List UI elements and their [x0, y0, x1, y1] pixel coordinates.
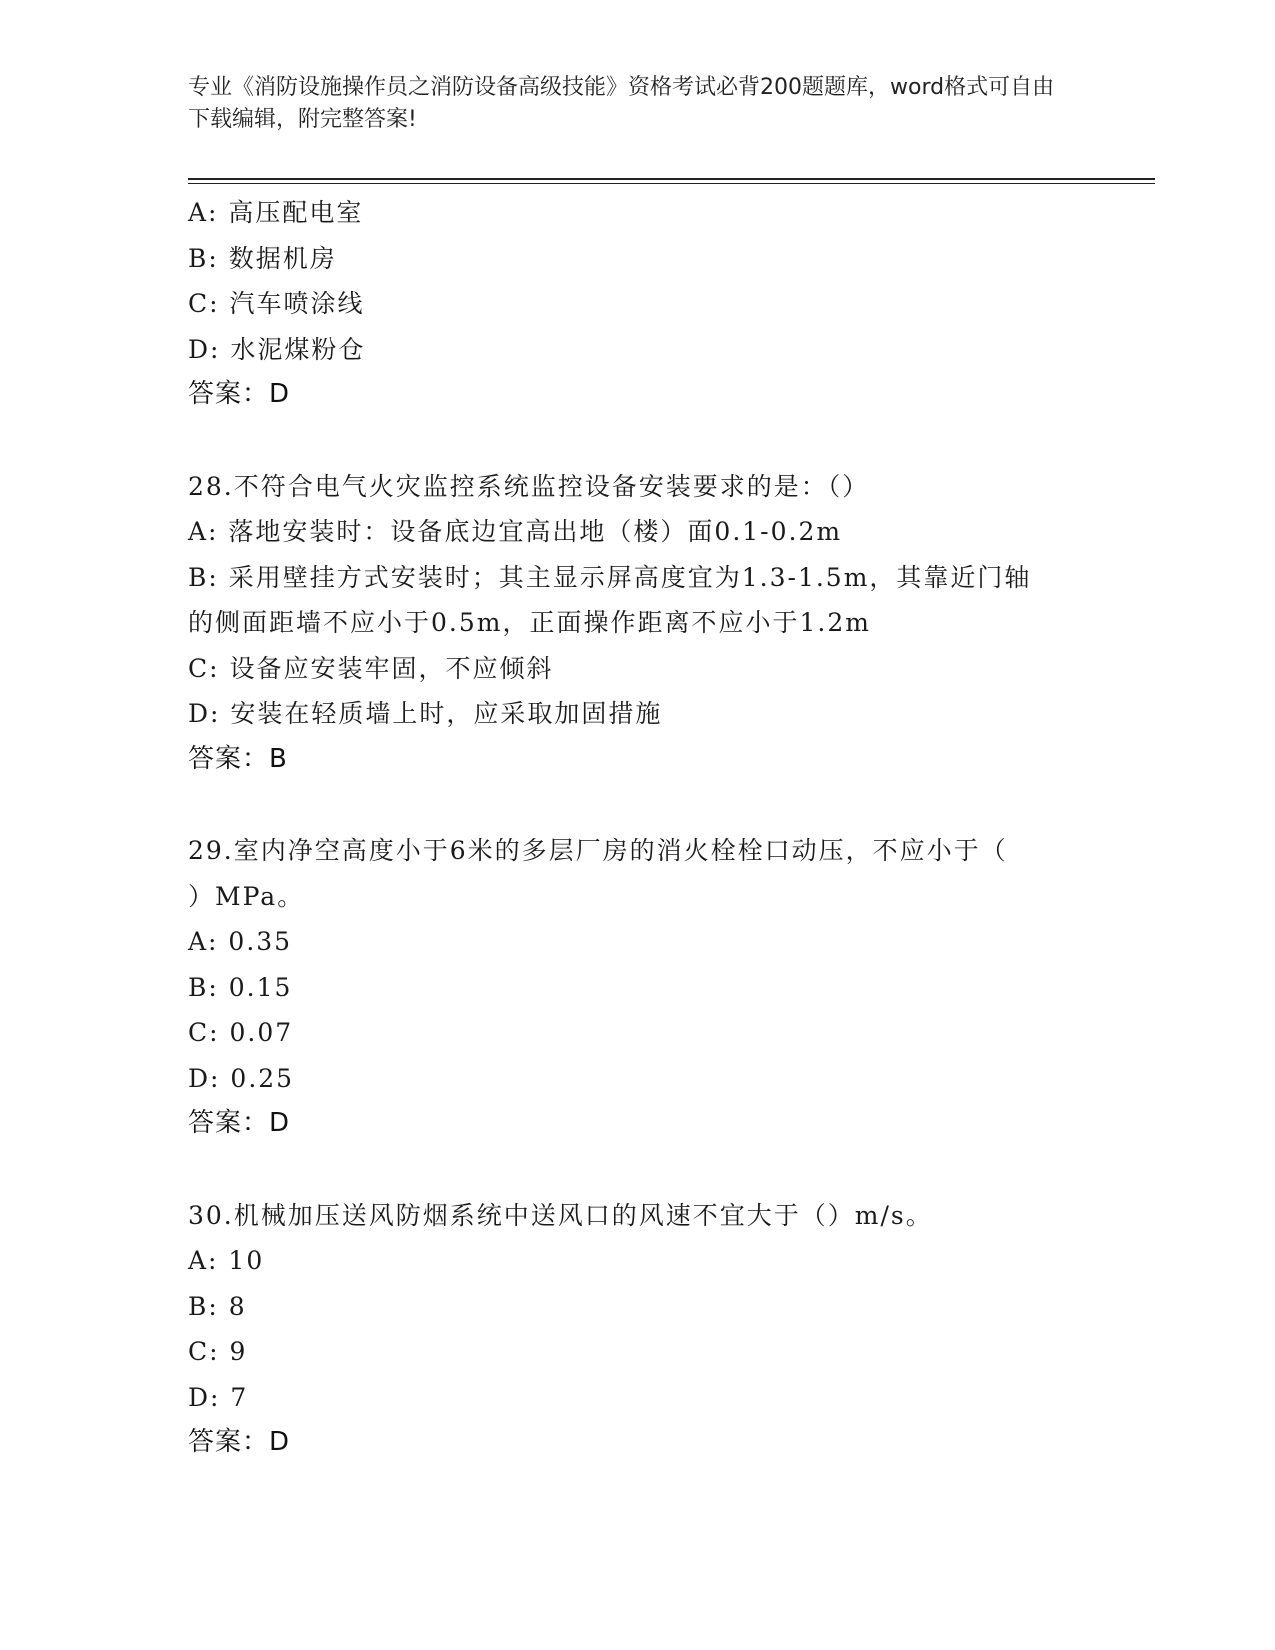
option-a: A: 0.35	[188, 927, 293, 956]
option-a: A: 高压配电室	[188, 198, 364, 227]
answer-line: 答案：B	[188, 743, 288, 774]
option-b: B: 0.15	[188, 972, 293, 1002]
option-b: B: 采用壁挂方式安装时；其主显示屏高度宜为1.3-1.5m，其靠近门轴	[188, 562, 1032, 592]
option-c: C: 9	[188, 1337, 248, 1366]
header-divider-thin	[188, 183, 1155, 184]
document-header: 专业《消防设施操作员之消防设备高级技能》资格考试必背200题题库，word格式可自由下载编辑，附完整答案!	[188, 75, 1055, 132]
option-b: B: 数据机房	[188, 243, 337, 273]
option-a: A: 10	[188, 1246, 265, 1275]
answer-line: 答案：D	[188, 379, 291, 409]
option-c: C: 汽车喷涂线	[188, 289, 365, 318]
spacer	[188, 782, 1108, 828]
question-stem: 29.室内净空高度小于6米的多层厂房的消火栓栓口动压，不应小于（	[188, 836, 1008, 865]
question-29	[188, 828, 1108, 1147]
question-stem-continued: ）MPa。	[188, 881, 305, 911]
spacer	[188, 1147, 1108, 1193]
question-30	[188, 1193, 1108, 1466]
option-d: D: 7	[188, 1382, 249, 1412]
answer-line: 答案：D	[188, 1108, 291, 1138]
option-c: C: 0.07	[188, 1018, 294, 1047]
option-a: A: 落地安装时：设备底边宜高出地（楼）面0.1-0.2m	[188, 517, 843, 546]
header-divider-thick	[188, 178, 1155, 180]
question-27-partial	[188, 190, 1108, 418]
option-c: C: 设备应安装牢固，不应倾斜	[188, 653, 554, 683]
option-b-continued: 的侧面距墙不应小于0.5m，正面操作距离不应小于1.2m	[188, 608, 871, 637]
question-stem: 30.机械加压送风防烟系统中送风口的风速不宜大于（）m/s。	[188, 1200, 933, 1230]
option-d: D: 0.25	[188, 1063, 295, 1093]
answer-line: 答案：D	[188, 1427, 291, 1457]
option-d: D: 安装在轻质墙上时，应采取加固措施	[188, 699, 663, 728]
option-d: D: 水泥煤粉仓	[188, 334, 366, 364]
spacer	[188, 418, 1108, 464]
question-28	[188, 464, 1108, 783]
option-b: B: 8	[188, 1291, 247, 1321]
question-stem: 28.不符合电气火灾监控系统监控设备安装要求的是：（）	[188, 471, 870, 501]
question-list	[188, 190, 1108, 1466]
